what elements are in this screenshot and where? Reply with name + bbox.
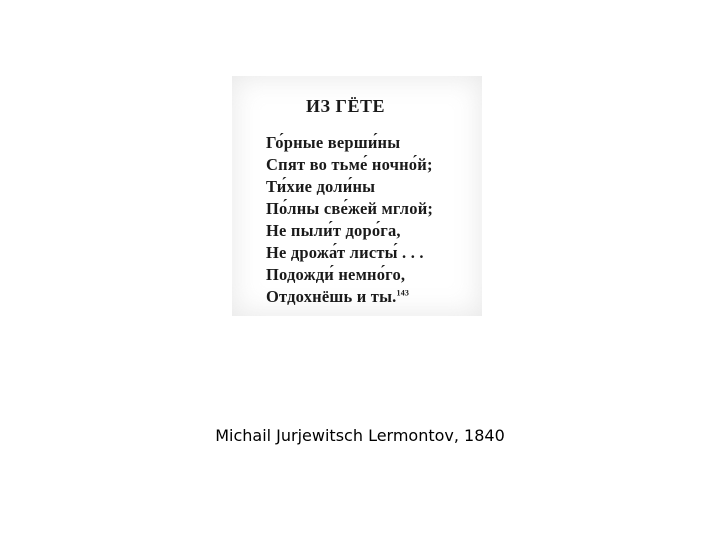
- poem-line-2: Спят во тьме́ ночно́й;: [266, 155, 433, 174]
- poem-line-1: Го́рные верши́ны: [266, 133, 401, 152]
- poem-line-8-text: Отдохнёшь и ты.: [266, 287, 397, 306]
- poem-line-8: [266, 286, 433, 308]
- poem-line-6: Не дрожа́т листы́ . . .: [266, 243, 424, 262]
- poem-line-5: Не пыли́т доро́га,: [266, 221, 401, 240]
- poem-title: ИЗ ГЁТЕ: [306, 96, 385, 116]
- poem-line-7: Подожди́ немно́го,: [266, 265, 406, 284]
- footnote-marker: 143: [396, 288, 410, 298]
- poem-lines: [266, 132, 433, 308]
- poem-line-4: По́лны све́жей мглой;: [266, 199, 434, 218]
- slide-caption: Michail Jurjewitsch Lermontov, 1840: [215, 426, 505, 445]
- poem-line-3: Ти́хие доли́ны: [266, 177, 376, 196]
